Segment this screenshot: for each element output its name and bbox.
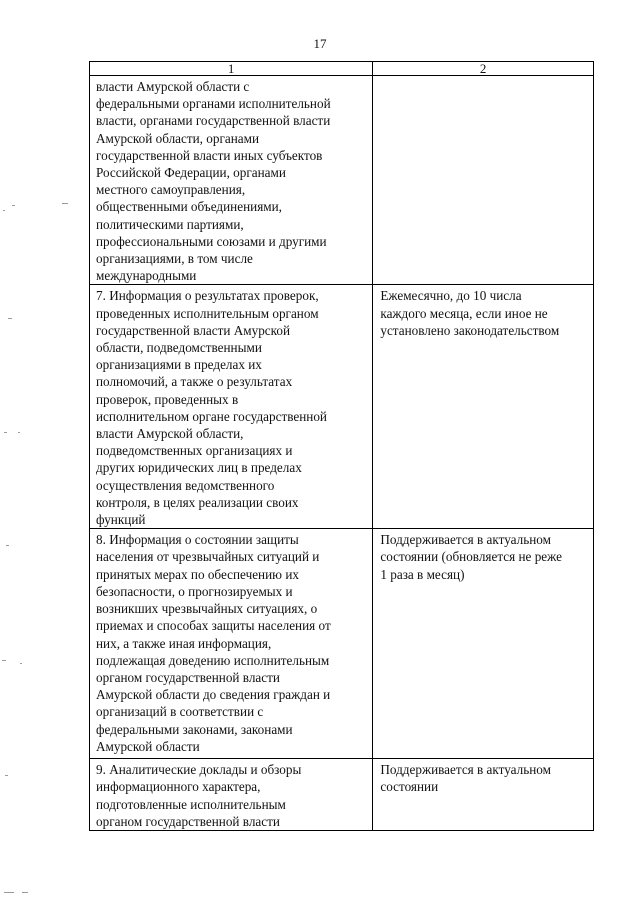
row-description-cell: 8. Информация о состоянии защиты населения от чрезвычайных ситуаций и принятых мерах по обеспечению их безопасности, о прогнозируемых и возникших чрезвычайных ситуациях, о приемах и способах защиты населения от них, а также иная информация, подлежащая доведению исполнительным органом государственной власти Амурской области до сведения граждан и организаций в соответствии с федеральными законами, законами Амурской области [90,529,373,759]
row-period-cell: Ежемесячно, до 10 числа каждого месяца, если иное не установлено законодательством [373,285,594,529]
table-row [90,285,594,529]
document-table [89,61,594,831]
row-description-cell: власти Амурской области с федеральными органами исполнительной власти, органами государственной власти Амурской области, органами государственной власти иных субъектов Российской Федерации, органами местного самоуправления, общественными объединениями, политическими партиями, профессиональными союзами и другими организациями, в том числе международными [90,76,373,285]
row-period-cell: Поддерживается в актуальном состоянии (обновляется не реже 1 раза в месяц) [373,529,594,759]
header-col-1: 1 [90,62,373,76]
row-period-cell: Поддерживается в актуальном состоянии [373,759,594,831]
row-description-cell: 7. Информация о результатах проверок, проведенных исполнительным органом государственной власти Амурской области, подведомственными организациями в пределах их полномочий, а также о результатах проверок, проведенных в исполнительном органе государственной власти Амурской области, подведомственных организациях и других юридических лиц в пределах осуществления ведомственного контроля, в целях реализации своих функций [90,285,373,529]
table-row [90,759,594,831]
row-description-cell: 9. Аналитические доклады и обзоры информационного характера, подготовленные исполнительным органом государственной власти [90,759,373,831]
table-row [90,76,594,285]
scan-margin-specks [0,0,80,905]
table-header-row [90,62,594,76]
page-number: 17 [313,36,327,51]
header-col-2: 2 [373,62,594,76]
row-period-cell [373,76,594,285]
table-row [90,529,594,759]
